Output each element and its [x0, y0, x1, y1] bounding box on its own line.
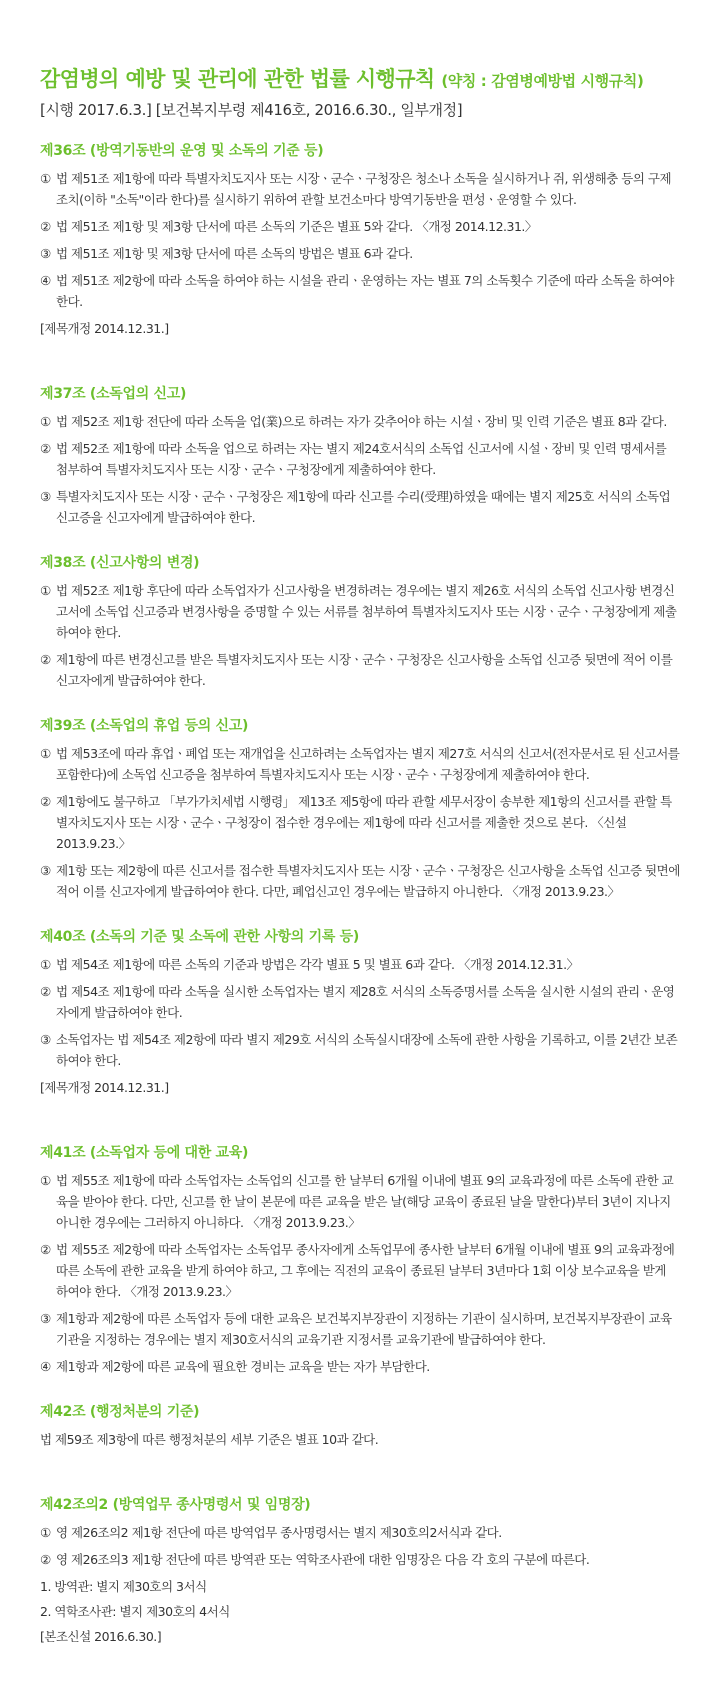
article-title: (행정처분의 기준): [89, 1404, 200, 1420]
paragraph-number: ①: [40, 171, 51, 186]
article-36: [40, 140, 680, 339]
paragraph-text: 법 제52조 제1항에 따라 소독을 업으로 하려는 자는 별지 제24호서식의 소독업 신고서에 시설ㆍ장비 및 인력 명세서를 첨부하여 특별자치도지사 또는 시장ㆍ군수ㆍ구청장에게 제출하여야 한다.: [56, 441, 667, 477]
paragraph: [40, 1029, 680, 1071]
article-title: (신고사항의 변경): [89, 555, 200, 571]
article-40: [40, 926, 680, 1098]
paragraph-text: 법 제54조 제1항에 따른 소독의 기준과 방법은 각각 별표 5 및 별표 6과 같다. 〈개정 2014.12.31.〉: [56, 957, 579, 972]
paragraph-text: 소독업자는 법 제54조 제2항에 따라 별지 제29호 서식의 소독실시대장에 소독에 관한 사항을 기록하고, 이를 2년간 보존하여야 한다.: [56, 1032, 678, 1068]
article-number: 제36조: [40, 143, 86, 159]
article-42-2: [40, 1494, 680, 1647]
paragraph-number: ①: [40, 957, 51, 972]
paragraph-number: ②: [40, 652, 51, 667]
paragraph-number: ③: [40, 1032, 51, 1047]
paragraph-text: 법 제52조 제1항 후단에 따라 소독업자가 신고사항을 변경하려는 경우에는 별지 제26호 서식의 소독업 신고사항 변경신고서에 소독업 신고증과 변경사항을 증명할 수 있는 서류를 첨부하여 특별자치도지사 또는 시장ㆍ군수ㆍ구청장에게 제출하여야 한다.: [56, 583, 677, 640]
paragraph-text: 법 제51조 제1항 및 제3항 단서에 따른 소독의 기준은 별표 5와 같다. 〈개정 2014.12.31.〉: [56, 219, 537, 234]
article-heading: [40, 1494, 680, 1516]
paragraph-text: 영 제26조의2 제1항 전단에 따른 방역업무 종사명령서는 별지 제30호의2서식과 같다.: [56, 1525, 502, 1540]
paragraph-number: ③: [40, 863, 51, 878]
amendment-note: [제목개정 2014.12.31.]: [40, 1080, 169, 1095]
paragraph: [40, 743, 680, 785]
article-number: 제39조: [40, 718, 86, 734]
paragraph: [40, 649, 680, 691]
article-number: 제42조: [40, 1404, 86, 1420]
paragraph-number: ②: [40, 1242, 51, 1257]
document-enforcement-info: [시행 2017.6.3.] [보건복지부령 제416호, 2016.6.30., 일부개정]: [40, 101, 463, 119]
paragraph: [40, 860, 680, 902]
paragraph-text: 특별자치도지사 또는 시장ㆍ군수ㆍ구청장은 제1항에 따라 신고를 수리(受理)하였을 때에는 별지 제25호 서식의 소독업 신고증을 신고자에게 발급하여야 한다.: [56, 489, 671, 525]
article-37: [40, 383, 680, 528]
paragraph-number: ②: [40, 441, 51, 456]
document-title-main: 감염병의 예방 및 관리에 관한 법률 시행규칙: [40, 67, 435, 91]
paragraph-number: ③: [40, 1311, 51, 1326]
document-title: [40, 64, 680, 96]
paragraph-text: 법 제55조 제1항에 따라 소독업자는 소독업의 신고를 한 날부터 6개월 이내에 별표 9의 교육과정에 따른 소독에 관한 교육을 받아야 한다. 다만, 신고를 한 날이 본문에 따른 교육을 받은 날(해당 교육이 종료된 날을 말한다)부터 3년이 지나지 아니한 경우에는 그러하지 아니하다. 〈개정 2013.9.23.〉: [56, 1173, 674, 1230]
paragraph: [40, 791, 680, 854]
paragraph-number: ④: [40, 1359, 51, 1374]
paragraph: [40, 1239, 680, 1302]
article-heading: [40, 1142, 680, 1164]
article-number: 제40조: [40, 929, 86, 945]
paragraph: [40, 486, 680, 528]
amendment-note: [본조신설 2016.6.30.]: [40, 1629, 162, 1644]
paragraph-number: ②: [40, 794, 51, 809]
article-41: [40, 1142, 680, 1377]
document-title-abbrev: (약칭 : 감염병예방법 시행규칙): [441, 72, 644, 90]
article-body-text: 법 제59조 제3항에 따른 행정처분의 세부 기준은 별표 10과 같다.: [40, 1432, 379, 1447]
article-title: (소독업자 등에 대한 교육): [89, 1145, 249, 1161]
article-38: [40, 552, 680, 691]
article-heading: [40, 715, 680, 737]
paragraph: [40, 216, 680, 237]
article-heading: [40, 552, 680, 574]
article-title: (소독의 기준 및 소독에 관한 사항의 기록 등): [89, 929, 359, 945]
paragraph-text: 제1항과 제2항에 따른 소독업자 등에 대한 교육은 보건복지부장관이 지정하는 기관이 실시하며, 보건복지부장관이 교육기관을 지정하는 경우에는 별지 제30호서식의 교육기관 지정서를 교육기관에 발급하여야 한다.: [56, 1311, 672, 1347]
article-number: 제41조: [40, 1145, 86, 1161]
paragraph-text: 법 제53조에 따라 휴업ㆍ폐업 또는 재개업을 신고하려는 소독업자는 별지 제27호 서식의 신고서(전자문서로 된 신고서를 포함한다)에 소독업 신고증을 첨부하여 특별자치도지사 또는 시장ㆍ군수ㆍ구청장에게 제출하여야 한다.: [56, 746, 680, 782]
article-number: 제38조: [40, 555, 86, 571]
paragraph: [40, 954, 680, 975]
paragraph: [40, 1356, 680, 1377]
paragraph-number: ③: [40, 489, 51, 504]
article-heading: [40, 383, 680, 405]
paragraph: [40, 270, 680, 312]
amendment-note: [제목개정 2014.12.31.]: [40, 321, 169, 336]
paragraph-text: 법 제52조 제1항 전단에 따라 소독을 업(業)으로 하려는 자가 갖추어야 하는 시설ㆍ장비 및 인력 기준은 별표 8과 같다.: [56, 414, 667, 429]
article-39: [40, 715, 680, 902]
paragraph-text: 법 제51조 제2항에 따라 소독을 하여야 하는 시설을 관리ㆍ운영하는 자는 별표 7의 소독횟수 기준에 따라 소독을 하여야 한다.: [56, 273, 674, 309]
paragraph: [40, 1549, 680, 1570]
paragraph-number: ①: [40, 583, 51, 598]
article-title: (방역업무 종사명령서 및 임명장): [112, 1497, 311, 1513]
paragraph-text: 법 제51조 제1항 및 제3항 단서에 따른 소독의 방법은 별표 6과 같다.: [56, 246, 413, 261]
paragraph-number: ①: [40, 414, 51, 429]
paragraph-text: 제1항에 따른 변경신고를 받은 특별자치도지사 또는 시장ㆍ군수ㆍ구청장은 신고사항을 소독업 신고증 뒷면에 적어 이를 신고자에게 발급하여야 한다.: [56, 652, 673, 688]
paragraph: [40, 243, 680, 264]
paragraph: [40, 580, 680, 643]
article-number: 제37조: [40, 386, 86, 402]
paragraph: [40, 168, 680, 210]
paragraph: [40, 1522, 680, 1543]
article-42: [40, 1401, 680, 1450]
paragraph-text: 법 제51조 제1항에 따라 특별자치도지사 또는 시장ㆍ군수ㆍ구청장은 청소나 소독을 실시하거나 쥐, 위생해충 등의 구제조치(이하 "소독"이라 한다)를 실시하기 위하여 관할 보건소마다 방역기동반을 편성ㆍ운영할 수 있다.: [56, 171, 672, 207]
paragraph-text: 제1항에도 불구하고 「부가가치세법 시행령」 제13조 제5항에 따라 관할 세무서장이 송부한 제1항의 신고서를 관할 특별자치도지사 또는 시장ㆍ군수ㆍ구청장이 접수한 경우에는 제1항에 따라 신고서를 제출한 것으로 본다. 〈신설 2013.9.23.〉: [56, 794, 672, 851]
article-title: (소독업의 휴업 등의 신고): [89, 718, 249, 734]
paragraph-number: ③: [40, 246, 51, 261]
paragraph-text: 영 제26조의3 제1항 전단에 따른 방역관 또는 역학조사관에 대한 임명장은 다음 각 호의 구분에 따른다.: [56, 1552, 590, 1567]
paragraph-text: 법 제55조 제2항에 따라 소독업자는 소독업무 종사자에게 소독업무에 종사한 날부터 6개월 이내에 별표 9의 교육과정에 따른 소독에 관한 교육을 받게 하여야 하고, 그 후에는 직전의 교육이 종료된 날부터 3년마다 1회 이상 보수교육을 받게 하여야 한다. 〈개정 2013.9.23.〉: [56, 1242, 675, 1299]
paragraph-number: ②: [40, 984, 51, 999]
paragraph: [40, 981, 680, 1023]
paragraph: [40, 1308, 680, 1350]
article-heading: [40, 926, 680, 948]
paragraph-text: 제1항 또는 제2항에 따른 신고서를 접수한 특별자치도지사 또는 시장ㆍ군수ㆍ구청장은 신고사항을 소독업 신고증 뒷면에 적어 이를 신고자에게 발급하여야 한다. 다만, 폐업신고인 경우에는 발급하지 아니한다. 〈개정 2013.9.23.〉: [56, 863, 680, 899]
paragraph-number: ②: [40, 219, 51, 234]
paragraph-number: ①: [40, 1173, 51, 1188]
paragraph: [40, 438, 680, 480]
paragraph-number: ①: [40, 746, 51, 761]
article-title: (소독업의 신고): [89, 386, 187, 402]
paragraph: [40, 1170, 680, 1233]
paragraph-number: ①: [40, 1525, 51, 1540]
article-title: (방역기동반의 운영 및 소독의 기준 등): [89, 143, 324, 159]
subitem: 2. 역학조사관: 별지 제30호의 4서식: [40, 1604, 230, 1619]
subitem: 1. 방역관: 별지 제30호의 3서식: [40, 1579, 207, 1594]
paragraph: [40, 411, 680, 432]
article-number: 제42조의2: [40, 1497, 108, 1513]
paragraph-number: ②: [40, 1552, 51, 1567]
article-heading: [40, 140, 680, 162]
article-heading: [40, 1401, 680, 1423]
paragraph-number: ④: [40, 273, 51, 288]
paragraph-text: 법 제54조 제1항에 따라 소독을 실시한 소독업자는 별지 제28호 서식의 소독증명서를 소독을 실시한 시설의 관리ㆍ운영자에게 발급하여야 한다.: [56, 984, 675, 1020]
paragraph-text: 제1항과 제2항에 따른 교육에 필요한 경비는 교육을 받는 자가 부담한다.: [56, 1359, 430, 1374]
